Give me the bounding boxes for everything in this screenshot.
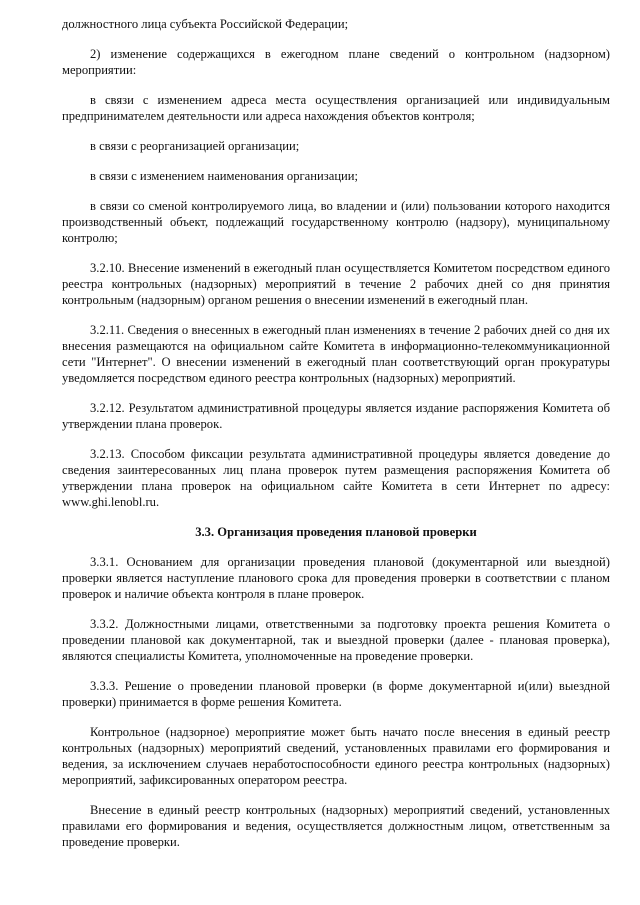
paragraph-item-2: 2) изменение содержащихся в ежегодном плане сведений о контрольном (надзорном) мероприятии:: [62, 47, 610, 77]
paragraph-reorganization: в связи с реорганизацией организации;: [90, 139, 300, 153]
paragraph-3-2-13: 3.2.13. Способом фиксации результата административной процедуры является доведение до сведения заинтересованных лиц плана проверок путем размещения распоряжения Комитета об утверждении плана проверок на официальном сайте Комитета в сети Интернет по адресу: www.ghi.lenobl.ru.: [62, 447, 610, 509]
paragraph-3-3-3: 3.3.3. Решение о проведении плановой проверки (в форме документарной и(или) выездной проверки) принимается в форме решения Комитета.: [62, 679, 610, 709]
paragraph-controlled-person-change: в связи со сменой контролируемого лица, во владении и (или) пользовании которого находится производственный объект, подлежащий государственному контролю (надзору), муниципальному контролю;: [62, 199, 610, 245]
paragraph-3-3-2: 3.3.2. Должностными лицами, ответственными за подготовку проекта решения Комитета о проведении плановой как документарной, так и выездной проверки (далее - плановая проверка), являются специалисты Комитета, уполномоченные на проведение проверки.: [62, 617, 610, 663]
section-heading-3-3: 3.3. Организация проведения плановой проверки: [195, 525, 477, 539]
paragraph-3-3-1: 3.3.1. Основанием для организации проведения плановой (документарной или выездной) проверки является наступление планового срока для проведения проверки в соответствии с планом проверок и наличие объекта контроля в плане проверок.: [62, 555, 610, 601]
paragraph-name-change: в связи с изменением наименования организации;: [90, 169, 359, 183]
paragraph-registry-entry: Внесение в единый реестр контрольных (надзорных) мероприятий сведений, установленных правилами его формирования и ведения, осуществляется должностным лицом, ответственным за проведение проверки.: [62, 803, 610, 849]
paragraph-control-measure-start: Контрольное (надзорное) мероприятие может быть начато после внесения в единый реестр контрольных (надзорных) мероприятий сведений, установленных правилами его формирования и ведения, за исключением случаев неработоспособности единого реестра контрольных (надзорных) мероприятий, зафиксированных оператором реестра.: [62, 725, 610, 787]
paragraph-address-change: в связи с изменением адреса места осуществления организацией или индивидуальным предпринимателем деятельности или адреса нахождения объектов контроля;: [62, 93, 610, 123]
paragraph-continuation: должностного лица субъекта Российской Федерации;: [62, 17, 349, 31]
paragraph-3-2-12: 3.2.12. Результатом административной процедуры является издание распоряжения Комитета об утверждении плана проверок.: [62, 401, 610, 431]
paragraph-3-2-10: 3.2.10. Внесение изменений в ежегодный план осуществляется Комитетом посредством единого реестра контрольных (надзорных) мероприятий в течение 2 рабочих дней со дня принятия контрольным (надзорным) органом решения о внесении изменений в ежегодный план.: [62, 261, 610, 307]
paragraph-3-2-11: 3.2.11. Сведения о внесенных в ежегодный план изменениях в течение 2 рабочих дней со дня их внесения размещаются на официальном сайте Комитета в информационно-телекоммуникационной сети "Интернет". О внесении изменений в ежегодный план соответствующий орган прокуратуры уведомляется посредством единого реестра контрольных (надзорных) мероприятий.: [62, 323, 610, 385]
